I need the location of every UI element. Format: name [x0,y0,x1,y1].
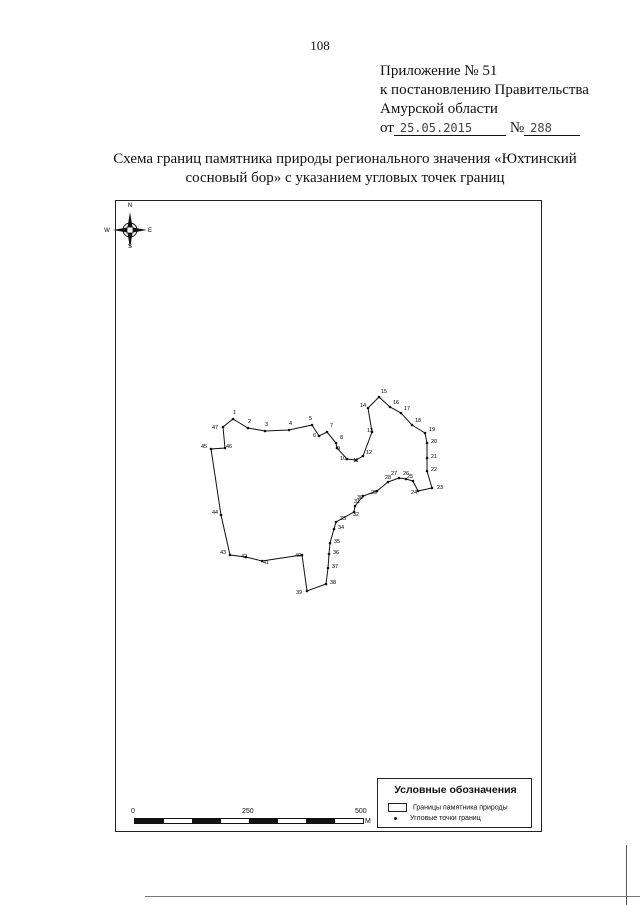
corner-point-3 [264,430,267,433]
compass-s-label: S [127,244,133,250]
corner-point-label-17: 17 [404,406,411,412]
legend-points-label: Угловые точки границ [410,815,481,822]
corner-point-label-24: 24 [411,490,418,496]
corner-point-27 [398,477,401,480]
compass-w-label: W [104,228,110,234]
boundary-swatch-icon [388,803,407,812]
corner-point-label-5: 5 [309,416,313,422]
corner-point-label-39: 39 [296,590,303,596]
corner-point-label-37: 37 [332,564,339,570]
corner-point-label-12: 12 [366,450,373,456]
scale-label-500: 500 [355,808,367,815]
corner-point-label-32: 32 [353,512,360,518]
corner-point-15 [378,396,381,399]
reserve-boundary [211,397,432,591]
corner-point-25 [412,480,415,483]
title-line-2: сосновый бор» с указанием угловых точек границ [185,170,505,186]
legend [377,778,532,828]
scale-label-250: 250 [242,808,254,815]
corner-point-label-28: 28 [385,475,392,481]
corner-point-label-43: 43 [220,550,227,556]
scale-bar [128,808,378,832]
corner-point-label-29: 29 [371,490,378,496]
corner-point-label-36: 36 [333,550,340,556]
corner-point-label-8: 8 [340,435,344,441]
corner-point-45 [210,448,213,451]
corner-point-2 [247,427,250,430]
legend-boundary-row [388,803,508,812]
corner-point-label-35: 35 [334,539,341,545]
corner-point-label-40: 40 [295,553,302,559]
corner-point-label-3: 3 [265,422,269,428]
corner-point-12 [362,455,365,458]
corner-point-label-11: 11 [353,458,359,464]
corner-point-17 [400,412,403,415]
corner-point-label-10: 10 [340,456,347,462]
corner-point-19 [424,432,427,435]
corner-point-21 [426,457,429,460]
corner-point-label-18: 18 [415,418,422,424]
corner-point-4 [288,429,291,432]
corner-point-7 [326,431,329,434]
corner-point-label-26: 26 [403,471,410,477]
document-number: 288 [524,121,580,136]
corner-point-label-2: 2 [248,419,252,425]
corner-point-label-44: 44 [212,510,219,516]
corner-point-label-45: 45 [201,444,208,450]
corner-point-31 [354,505,357,508]
corner-point-label-19: 19 [429,427,436,433]
corner-point-6 [318,435,321,438]
document-date: 25.05.2015 [394,121,506,136]
scale-unit: М [365,818,371,825]
point-dot-icon [394,817,397,820]
corner-point-43 [229,554,232,557]
corner-point-label-6: 6 [313,433,317,439]
appendix-date-line [380,119,589,138]
compass-e-label: E [147,228,153,234]
scale-label-0: 0 [131,808,135,815]
compass-n-label: N [127,203,133,209]
corner-point-label-1: 1 [233,410,237,416]
corner-point-26 [405,478,408,481]
compass-center [127,227,133,233]
compass-rose [104,203,152,250]
corner-point-label-4: 4 [289,421,293,427]
corner-point-label-38: 38 [330,580,337,586]
corner-point-label-16: 16 [393,400,400,406]
map-frame [104,200,542,832]
corner-point-label-20: 20 [431,439,438,445]
corner-point-label-46: 46 [226,444,233,450]
corner-point-39 [306,590,309,593]
corner-point-label-22: 22 [431,467,438,473]
corner-point-label-7: 7 [330,423,334,429]
appendix-line-3: Амурской области [380,101,498,117]
corner-point-22 [426,470,429,473]
corner-point-33 [335,521,338,524]
corner-point-8 [335,442,338,445]
corner-point-47 [222,426,225,429]
legend-boundary-label: Границы памятника природы [413,804,508,812]
corner-point-label-42: 42 [241,554,248,560]
corner-point-36 [328,553,331,556]
corner-point-38 [325,583,328,586]
scale-ruler [134,818,364,824]
corner-point-18 [411,424,414,427]
appendix-block [380,62,589,138]
corner-point-14 [367,407,370,410]
corner-point-label-31: 31 [354,499,361,505]
corner-point-label-27: 27 [391,471,398,477]
corner-point-label-34: 34 [338,525,345,531]
corner-point-34 [333,528,336,531]
corner-point-23 [431,487,434,490]
corner-point-label-23: 23 [437,485,444,491]
appendix-line-1: Приложение № 51 [380,63,498,79]
corner-point-28 [387,481,390,484]
corner-point-label-30: 30 [357,495,364,501]
page-number: 108 [310,38,330,53]
scheme-title [60,150,630,188]
legend-title: Условные обозначения [394,784,517,796]
corner-point-37 [327,567,330,570]
corner-point-label-21: 21 [431,454,438,460]
appendix-line-2: к постановлению Правительства [380,82,589,98]
number-prefix: № [509,120,525,136]
corner-point-label-15: 15 [381,389,388,395]
corner-point-label-9: 9 [337,446,341,452]
corner-point-44 [220,514,223,517]
corner-point-35 [329,542,332,545]
corner-point-label-41: 41 [263,560,270,566]
corner-point-16 [389,406,392,409]
corner-point-label-14: 14 [360,403,367,409]
from-prefix: от [380,120,394,136]
corner-point-label-13: 13 [367,428,374,434]
corner-point-label-47: 47 [212,425,219,431]
corner-point-20 [426,442,429,445]
page-bottom-line [145,896,640,897]
corner-point-label-25: 25 [407,474,414,480]
corner-point-1 [232,418,235,421]
corner-point-5 [311,424,314,427]
legend-points-row [388,815,481,822]
boundary-map [104,201,543,833]
corner-point-label-33: 33 [340,516,347,522]
title-line-1: Схема границ памятника природы регионального значения «Юхтинский [113,151,577,167]
